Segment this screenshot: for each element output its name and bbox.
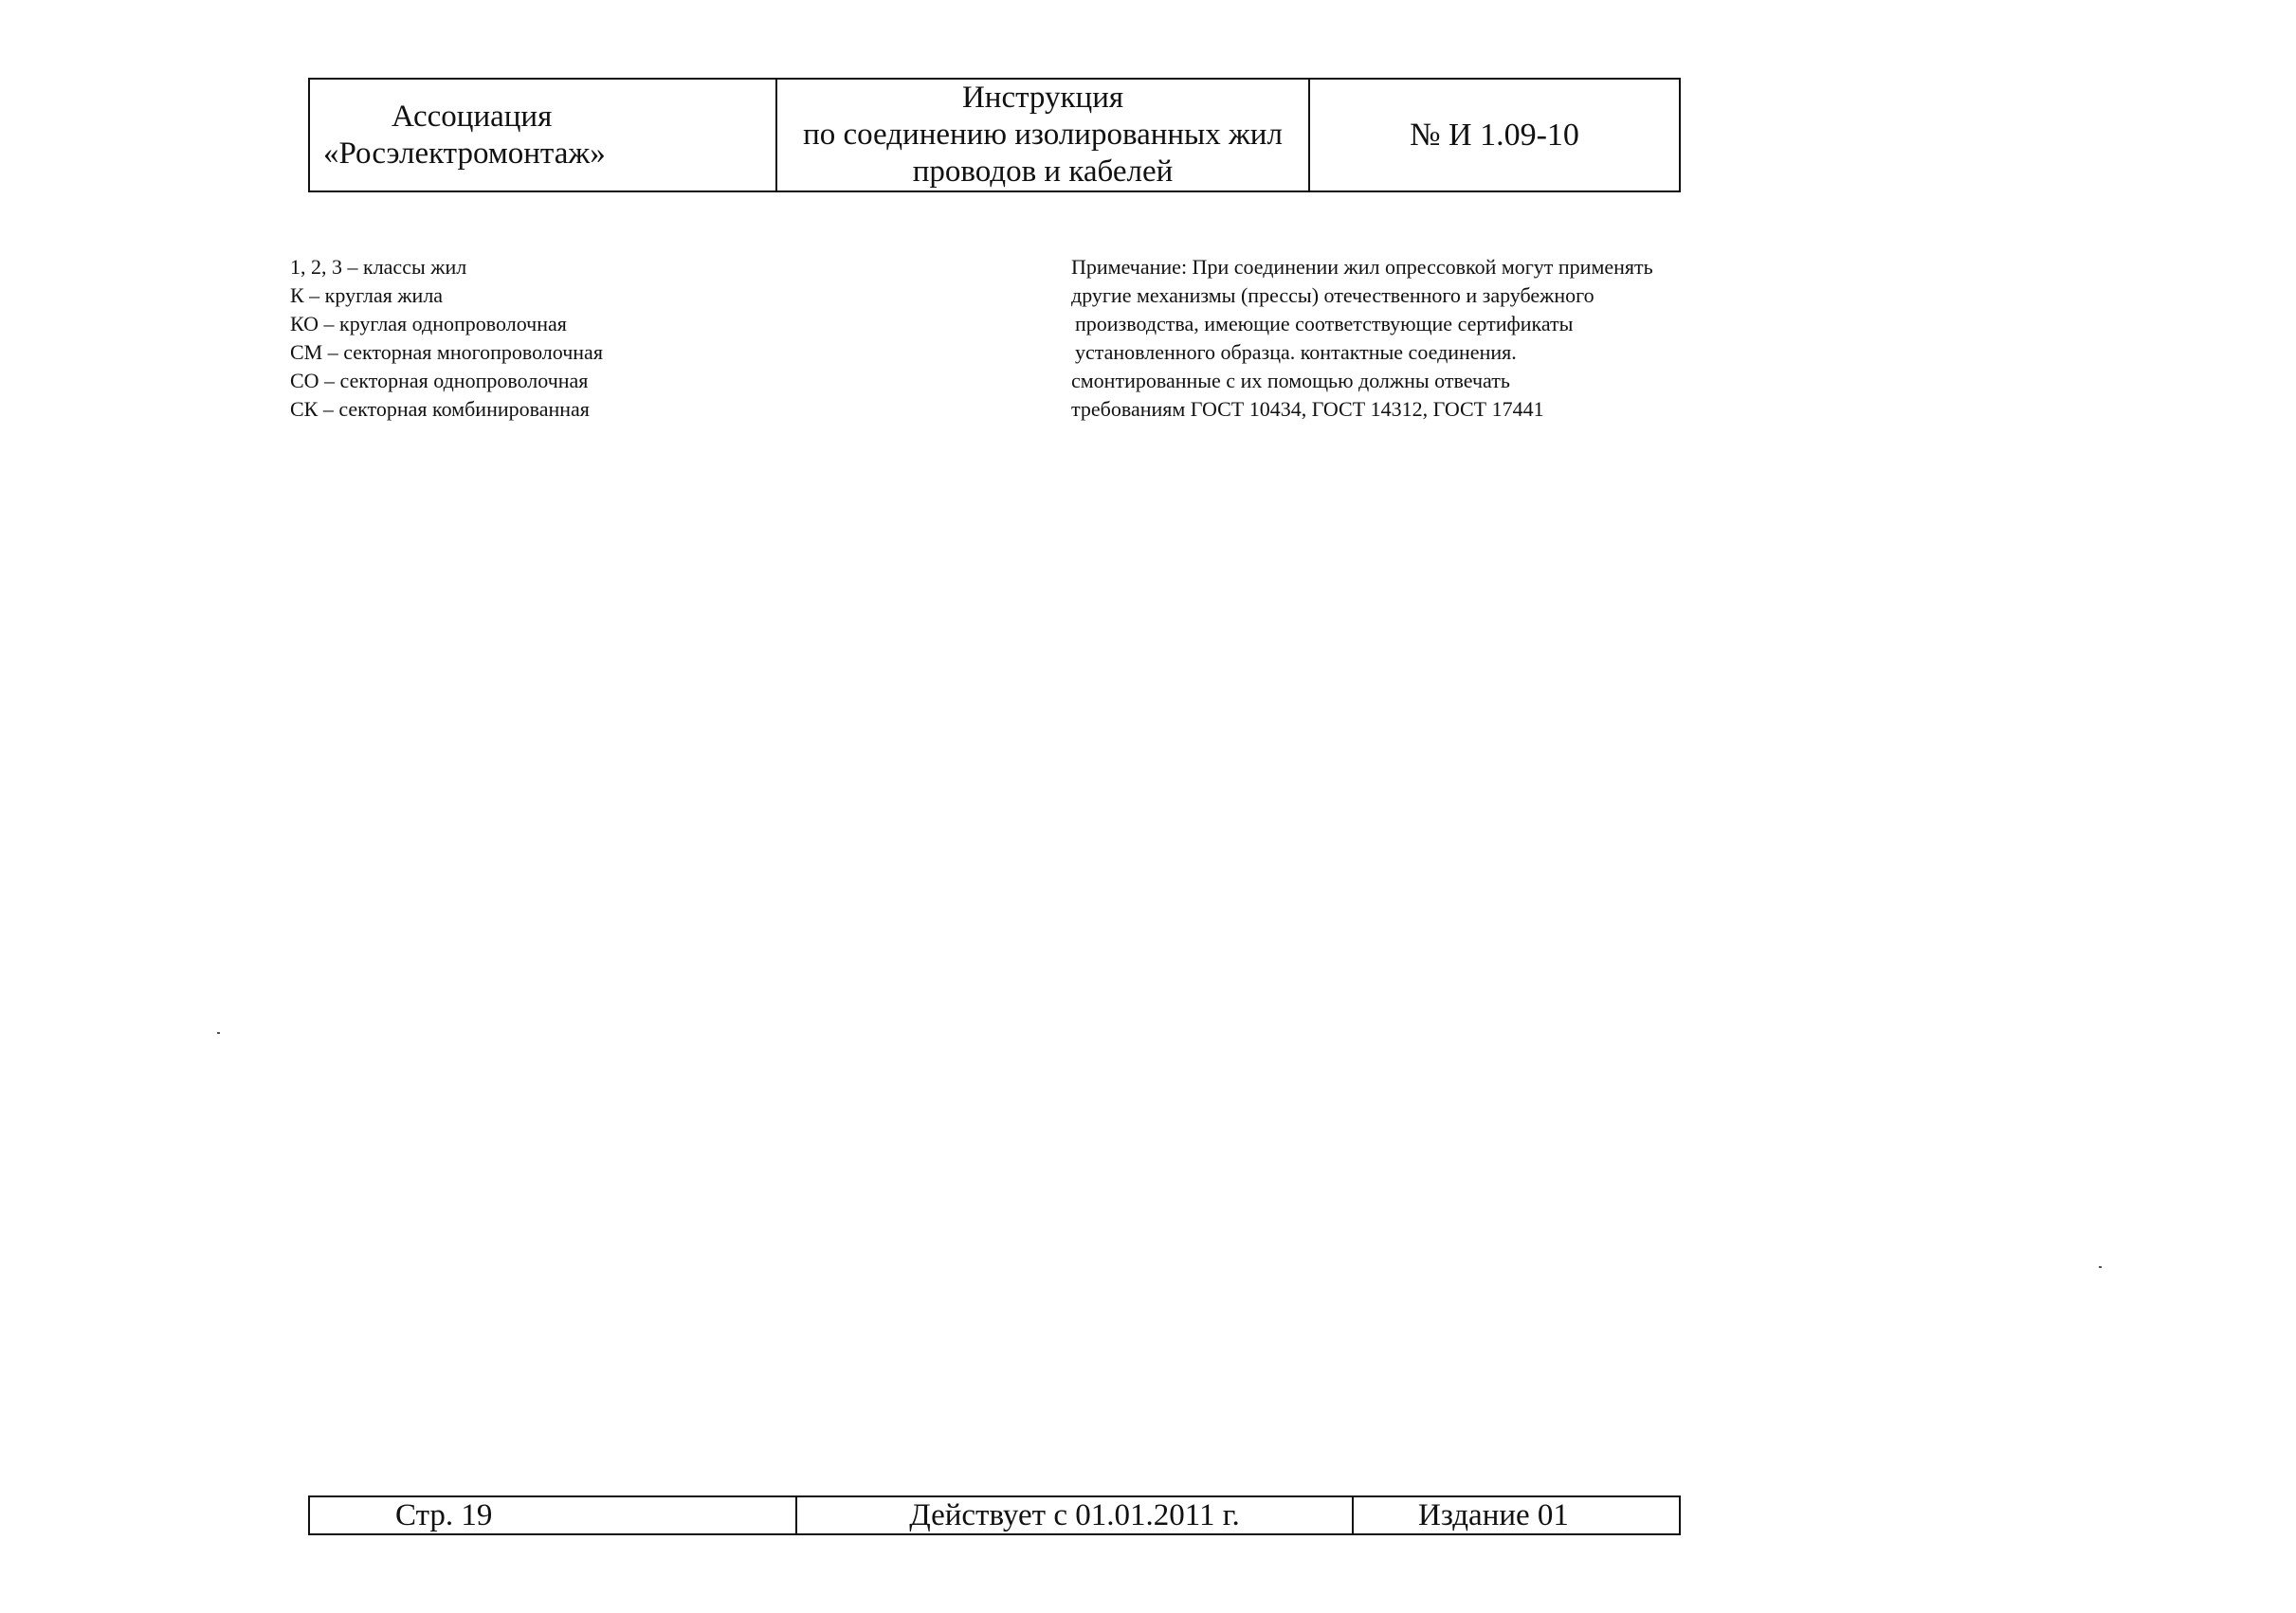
legend-item: КО – круглая однопроволочная — [290, 312, 567, 335]
edition: Издание 01 — [1418, 1498, 1569, 1532]
edition-cell — [1353, 1496, 1680, 1534]
document-footer — [308, 1495, 1681, 1535]
note-line: другие механизмы (прессы) отечественного и зарубежного — [1071, 283, 1594, 307]
note-line: требованиям ГОСТ 10434, ГОСТ 14312, ГОСТ 17441 — [1071, 397, 1544, 421]
document-number: № И 1.09-10 — [1410, 118, 1579, 153]
note-line: смонтированные с их помощью должны отвечать — [1071, 369, 1510, 392]
legend-item: СМ – секторная многопроволочная — [290, 340, 603, 364]
document-title-line3: проводов и кабелей — [912, 154, 1174, 189]
valid-from: Действует с 01.01.2011 г. — [909, 1498, 1240, 1532]
legend-item: К – круглая жила — [290, 283, 444, 307]
organization-name-line1: Ассоциация — [392, 99, 553, 134]
legend-item: СО – секторная однопроволочная — [290, 369, 589, 392]
scan-speck — [2099, 1266, 2102, 1268]
note-line: Примечание: При соединении жил опрессовкой могут применять — [1071, 255, 1653, 279]
scan-speck — [217, 1032, 220, 1034]
document-number-cell — [1309, 79, 1680, 191]
legend-item: СК – секторная комбинированная — [290, 397, 590, 421]
page-number: Стр. 19 — [395, 1498, 493, 1532]
note-line: установленного образца. контактные соединения. — [1075, 340, 1517, 364]
document-title-line2: по соединению изолированных жил — [803, 118, 1283, 152]
page-number-cell — [309, 1496, 796, 1534]
document-title-cell — [776, 79, 1309, 191]
legend-list — [290, 253, 603, 424]
organization-cell — [309, 79, 776, 191]
note-line: производства, имеющие соответствующие сертификаты — [1075, 312, 1574, 335]
note-block — [1071, 253, 1653, 424]
document-title-line1: Инструкция — [961, 81, 1124, 115]
legend-item: 1, 2, 3 – классы жил — [290, 255, 467, 279]
document-header — [308, 78, 1681, 192]
organization-name-line2: «Росэлектромонтаж» — [323, 136, 606, 171]
valid-from-cell — [796, 1496, 1353, 1534]
